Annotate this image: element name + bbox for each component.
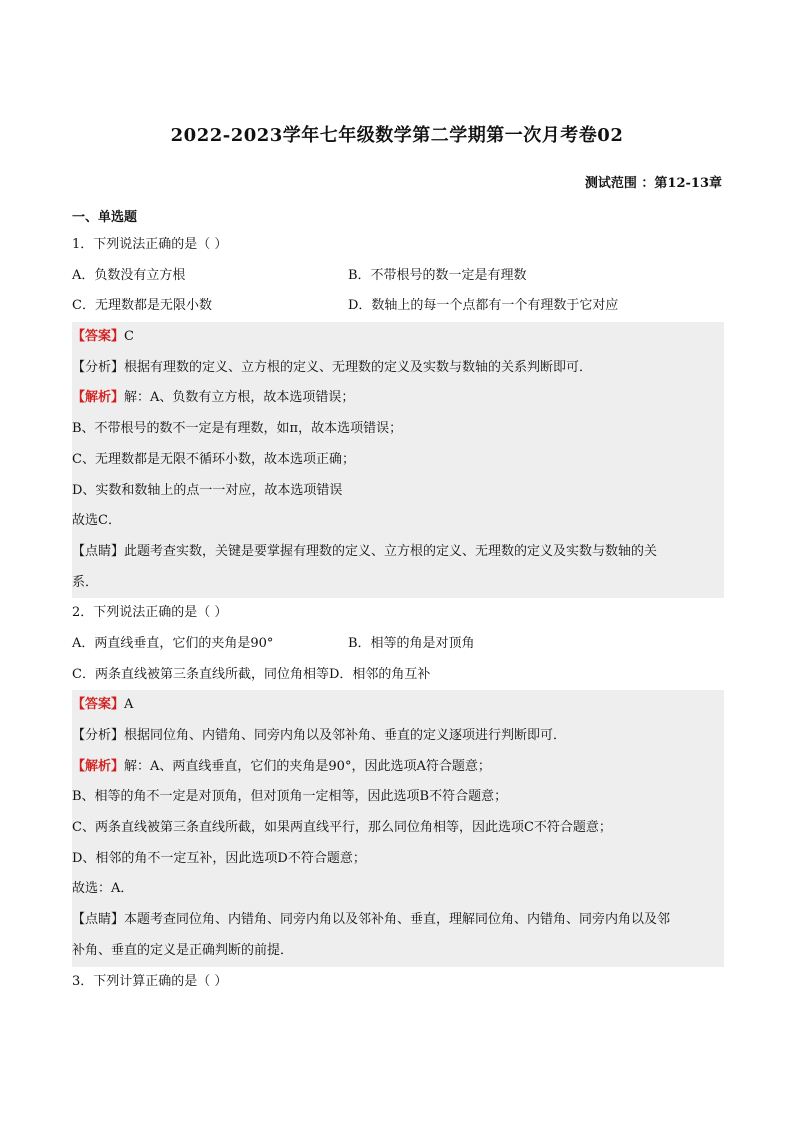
question-1 [72,230,724,598]
solution-line: D、相邻的角不一定互补，因此选项D不符合题意； [72,850,366,866]
answer-value: C [124,329,134,345]
comment-text: 本题考查同位角、内错角、同旁内角以及邻补角、垂直，理解同位角、内错角、同旁内角以及邻 [124,912,671,928]
comment-line: 系． [72,574,99,590]
option-c: C．两条直线被第三条直线所截，同位角相等 [72,666,329,682]
content [72,206,724,997]
answer-tag: 【答案】 [72,329,125,345]
section-title: 一、单选题 [72,210,138,225]
question-2 [72,598,724,966]
question-3 [72,967,724,998]
solution-tag: 【解析】 [72,758,125,774]
comment-tag: 【点睛】 [72,543,125,559]
solution-block [72,322,724,598]
question-stem: 1．下列说法正确的是（ ） [72,237,228,252]
options-row [72,291,724,322]
comment-text: 此题考查实数，关键是要掌握有理数的定义、立方根的定义、无理数的定义及实数与数轴的关 [124,543,658,559]
solution-line: B、相等的角不一定是对顶角，但对顶角一定相等，因此选项B不符合题意； [72,789,508,805]
option-a: A．负数没有立方根 [72,267,186,283]
option-c: C．无理数都是无限小数 [72,298,212,314]
answer-line [72,322,724,353]
comment-line: 补角、垂直的定义是正确判断的前提． [72,942,294,958]
options-row [72,660,724,691]
question-stem: 3．下列计算正确的是（ ） [72,973,228,989]
analysis-tag: 【分析】 [72,728,125,743]
comment-tag: 【点睛】 [72,912,125,928]
answer-value: A [124,697,134,713]
solution-line [72,752,724,783]
solution-tag: 【解析】 [72,390,125,406]
solution-line: 故选C． [72,513,121,529]
solution-line [72,383,724,414]
solution-line: 故选：A． [72,881,134,897]
options-row [72,261,724,292]
test-range: 测试范围 ：第12-13章 [584,176,722,191]
solution-line: D、实数和数轴上的点一一对应，故本选项错误 [72,482,343,498]
solution-block [72,690,724,966]
question-stem: 2．下列说法正确的是（ ） [72,605,228,621]
solution-line: B、不带根号的数不一定是有理数，如π，故本选项错误； [72,421,403,437]
option-b: B．相等的角是对顶角 [348,635,475,651]
comment-line [72,905,724,936]
solution-text: 解：A、负数有立方根，故本选项错误； [124,390,355,406]
analysis-text: 根据有理数的定义、立方根的定义、无理数的定义及实数与数轴的关系判断即可． [124,359,593,375]
solution-line: C、两条直线被第三条直线所截，如果两直线平行，那么同位角相等，因此选项C不符合题意； [72,820,612,836]
answer-tag: 【答案】 [72,697,125,713]
answer-line [72,690,724,721]
solution-line: C、无理数都是无限不循环小数，故本选项正确； [72,451,355,467]
comment-line [72,537,724,568]
solution-text: 解：A、两直线垂直，它们的夹角是90°，因此选项A符合题意； [124,758,491,774]
option-d: D．数轴上的每一个点都有一个有理数于它对应 [348,298,619,314]
option-d: D．相邻的角互补 [328,666,431,682]
analysis-text: 根据同位角、内错角、同旁内角以及邻补角、垂直的定义逐项进行判断即可． [124,728,567,743]
analysis-tag: 【分析】 [72,359,125,375]
option-b: B．不带根号的数一定是有理数 [348,267,527,283]
option-a: A．两直线垂直，它们的夹角是90° [72,635,274,651]
analysis-line [72,721,724,752]
options-row [72,629,724,660]
page-title: 2022-2023学年七年级数学第二学期第一次月考卷02 [170,125,624,146]
analysis-line [72,353,724,384]
